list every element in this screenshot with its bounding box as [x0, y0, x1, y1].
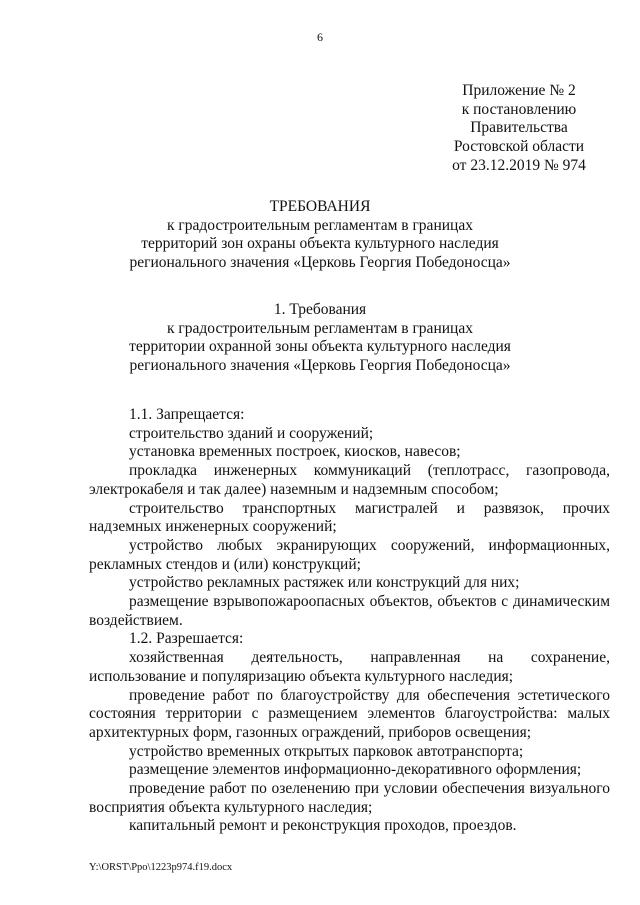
list-item: устройство временных открытых парковок автотранспорта; — [129, 742, 524, 760]
list-item: размещение элементов информационно-декоративного оформления; — [129, 761, 582, 779]
page-number: 6 — [317, 30, 323, 44]
appendix-line: Приложение № 2 — [462, 82, 576, 99]
section-heading: 1. Требования — [273, 301, 367, 318]
list-item: прокладка инженерных коммуникаций (теплотрасс, газопровода, электрокабеля и так далее) наземным и надземным способом; — [89, 462, 610, 498]
clause-heading: 1.1. Запрещается: — [129, 406, 245, 423]
list-item: проведение работ по озеленению при условии обеспечения визуального восприятия объекта культурного наследия; — [89, 780, 610, 816]
section-line: территории охранной зоны объекта культурного наследия — [129, 338, 511, 356]
appendix-line: Правительства — [470, 119, 568, 137]
title-line: территорий зон охраны объекта культурного наследия — [141, 235, 499, 253]
body-text — [89, 406, 610, 836]
document-title — [0, 198, 640, 273]
clause-heading: 1.2. Разрешается: — [129, 630, 244, 648]
section-title — [0, 301, 640, 376]
appendix-line: от 23.12.2019 № 974 — [452, 156, 586, 174]
file-path-footer: Y:\ORST\Ppo\1223p974.f19.docx — [89, 862, 233, 873]
list-item: хозяйственная деятельность, направленная на сохранение, использование и популяризацию объекта культурного наследия; — [89, 649, 610, 685]
list-item: капитальный ремонт и реконструкция проходов, проездов. — [129, 817, 517, 835]
appendix-line: к постановлению — [461, 100, 577, 118]
section-line: к градостроительным регламентам в границах — [167, 319, 473, 337]
list-item: устройство любых экранирующих сооружений, информационных, рекламных стендов и (или) конструкций; — [89, 536, 610, 573]
list-item: устройство рекламных растяжек или конструкций для них; — [129, 574, 520, 592]
appendix-line: Ростовской области — [453, 138, 585, 156]
list-item: установка временных построек, киосков, навесов; — [129, 443, 461, 461]
title-heading: ТРЕБОВАНИЯ — [269, 198, 371, 215]
list-item: строительство зданий и сооружений; — [129, 424, 374, 442]
appendix-block — [444, 82, 594, 176]
section-line: регионального значения «Церковь Георгия Победоносца» — [129, 357, 511, 375]
title-line: регионального значения «Церковь Георгия Победоносца» — [129, 254, 511, 272]
list-item: строительство транспортных магистралей и развязок, прочих надземных инженерных сооружений; — [89, 499, 610, 536]
list-item: проведение работ по благоустройству для обеспечения эстетического состояния территории с размещением элементов благоустройства: малых архитектурных форм, газонных ограждений, приборов освещения; — [89, 686, 610, 741]
list-item: размещение взрывопожароопасных объектов, объектов с динамическим воздействием. — [89, 593, 610, 629]
title-line: к градостроительным регламентам в границах — [167, 216, 473, 234]
